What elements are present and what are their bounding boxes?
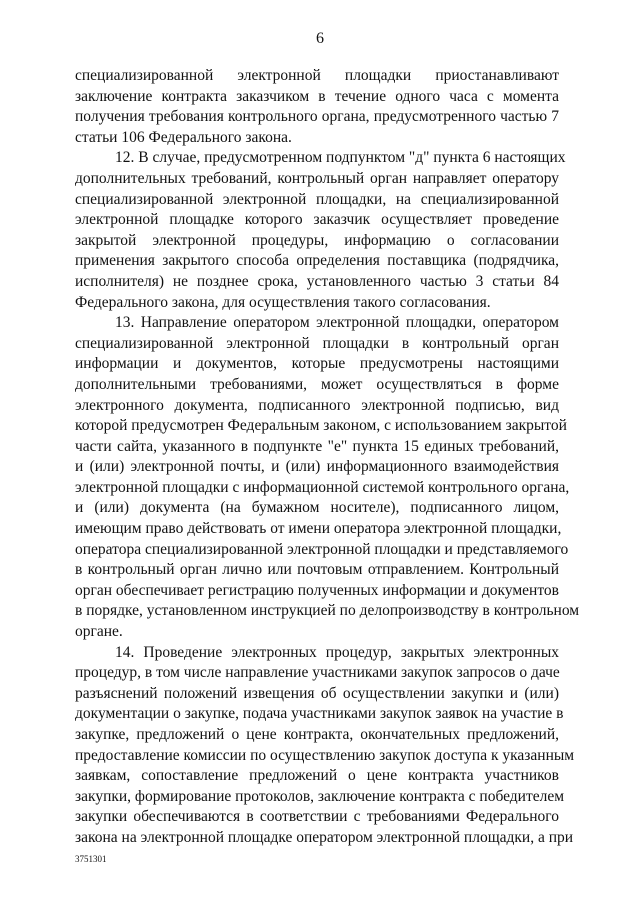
text-line: имеющим право действовать от имени оператора электронной площадки, xyxy=(75,520,562,538)
text-line: предоставление комиссии по осуществлению закупок доступа к указанным xyxy=(75,746,575,764)
text-line: применения закрытого способа определения поставщика (подрядчика, xyxy=(75,252,559,270)
text-line: органе. xyxy=(75,623,123,641)
text-line: 12. В случае, предусмотренном подпунктом "д" пункта 6 настоящих xyxy=(115,149,566,167)
text-line: информации и документов, которые предусмотрены настоящими xyxy=(75,355,559,373)
text-line: Федерального закона, для осуществления такого согласования. xyxy=(75,293,491,311)
text-line: разъяснений положений извещения об осуществлении закупки и (или) xyxy=(75,684,559,702)
paragraph xyxy=(75,66,559,148)
text-line: в порядке, установленном инструкцией по делопроизводству в контрольном xyxy=(75,602,580,620)
text-line: закупки, формирование протоколов, заключение контракта с победителем xyxy=(75,787,565,805)
document-body xyxy=(75,66,580,849)
text-line: и (или) электронной почты, и (или) информационного взаимодействия xyxy=(75,458,559,476)
text-line: в контрольный орган лично или почтовым отправлением. Контрольный xyxy=(75,561,559,579)
text-line: дополнительными требованиями, может осуществляться в форме xyxy=(75,375,559,393)
text-line: закона на электронной площадке оператором электронной площадки, а при xyxy=(75,828,574,846)
text-line: которой предусмотрен Федеральным законом, с использованием закрытой xyxy=(75,417,567,435)
paragraph xyxy=(75,643,575,849)
text-line: оператора специализированной электронной площадки и представляемого xyxy=(75,540,569,558)
text-line: заключение контракта заказчиком в течение одного часа с момента xyxy=(75,87,559,105)
text-line: электронной площадки с информационной системой контрольного органа, xyxy=(75,478,570,496)
text-line: орган обеспечивает регистрацию полученных информации и документов xyxy=(75,581,559,599)
text-line: 13. Направление оператором электронной площадки, оператором xyxy=(115,314,559,332)
text-line: получения требования контрольного органа, предусмотренного частью 7 xyxy=(75,108,559,126)
text-line: специализированной электронной площадки приостанавливают xyxy=(75,67,559,84)
text-line: документации о закупке, подача участниками закупок заявок на участие в xyxy=(75,705,564,723)
paragraph xyxy=(75,313,580,643)
text-line: закупки обеспечиваются в соответствии с требованиями Федерального xyxy=(75,808,559,826)
text-line: электронной площадке которого заказчик осуществляет проведение xyxy=(75,211,559,229)
text-line: исполнителя) не позднее срока, установленного частью 3 статьи 84 xyxy=(75,272,559,290)
text-line: части сайта, указанного в подпункте "е" пункта 15 единых требований, xyxy=(75,437,559,455)
text-line: закрытой электронной процедуры, информацию о согласовании xyxy=(75,231,559,249)
text-line: специализированной электронной площадки в контрольный орган xyxy=(75,334,559,352)
text-line: закупке, предложений о цене контракта, окончательных предложений, xyxy=(75,726,559,743)
text-line: 14. Проведение электронных процедур, закрытых электронных xyxy=(115,643,559,661)
text-line: заявкам, сопоставление предложений о цене контракта участников xyxy=(75,767,559,785)
text-line: статьи 106 Федерального закона. xyxy=(75,128,292,146)
page-number: 6 xyxy=(316,30,324,47)
document-code: 3751301 xyxy=(75,854,107,864)
text-line: дополнительных требований, контрольный орган направляет оператору xyxy=(75,169,559,187)
text-line: процедур, в том числе направление участниками закупок запросов о даче xyxy=(75,664,560,682)
paragraph xyxy=(75,148,566,313)
text-line: специализированной электронной площадки, на специализированной xyxy=(75,190,559,208)
text-line: и (или) документа (на бумажном носителе), подписанного лицом, xyxy=(75,499,559,517)
text-line: электронного документа, подписанного электронной подписью, вид xyxy=(75,396,559,414)
